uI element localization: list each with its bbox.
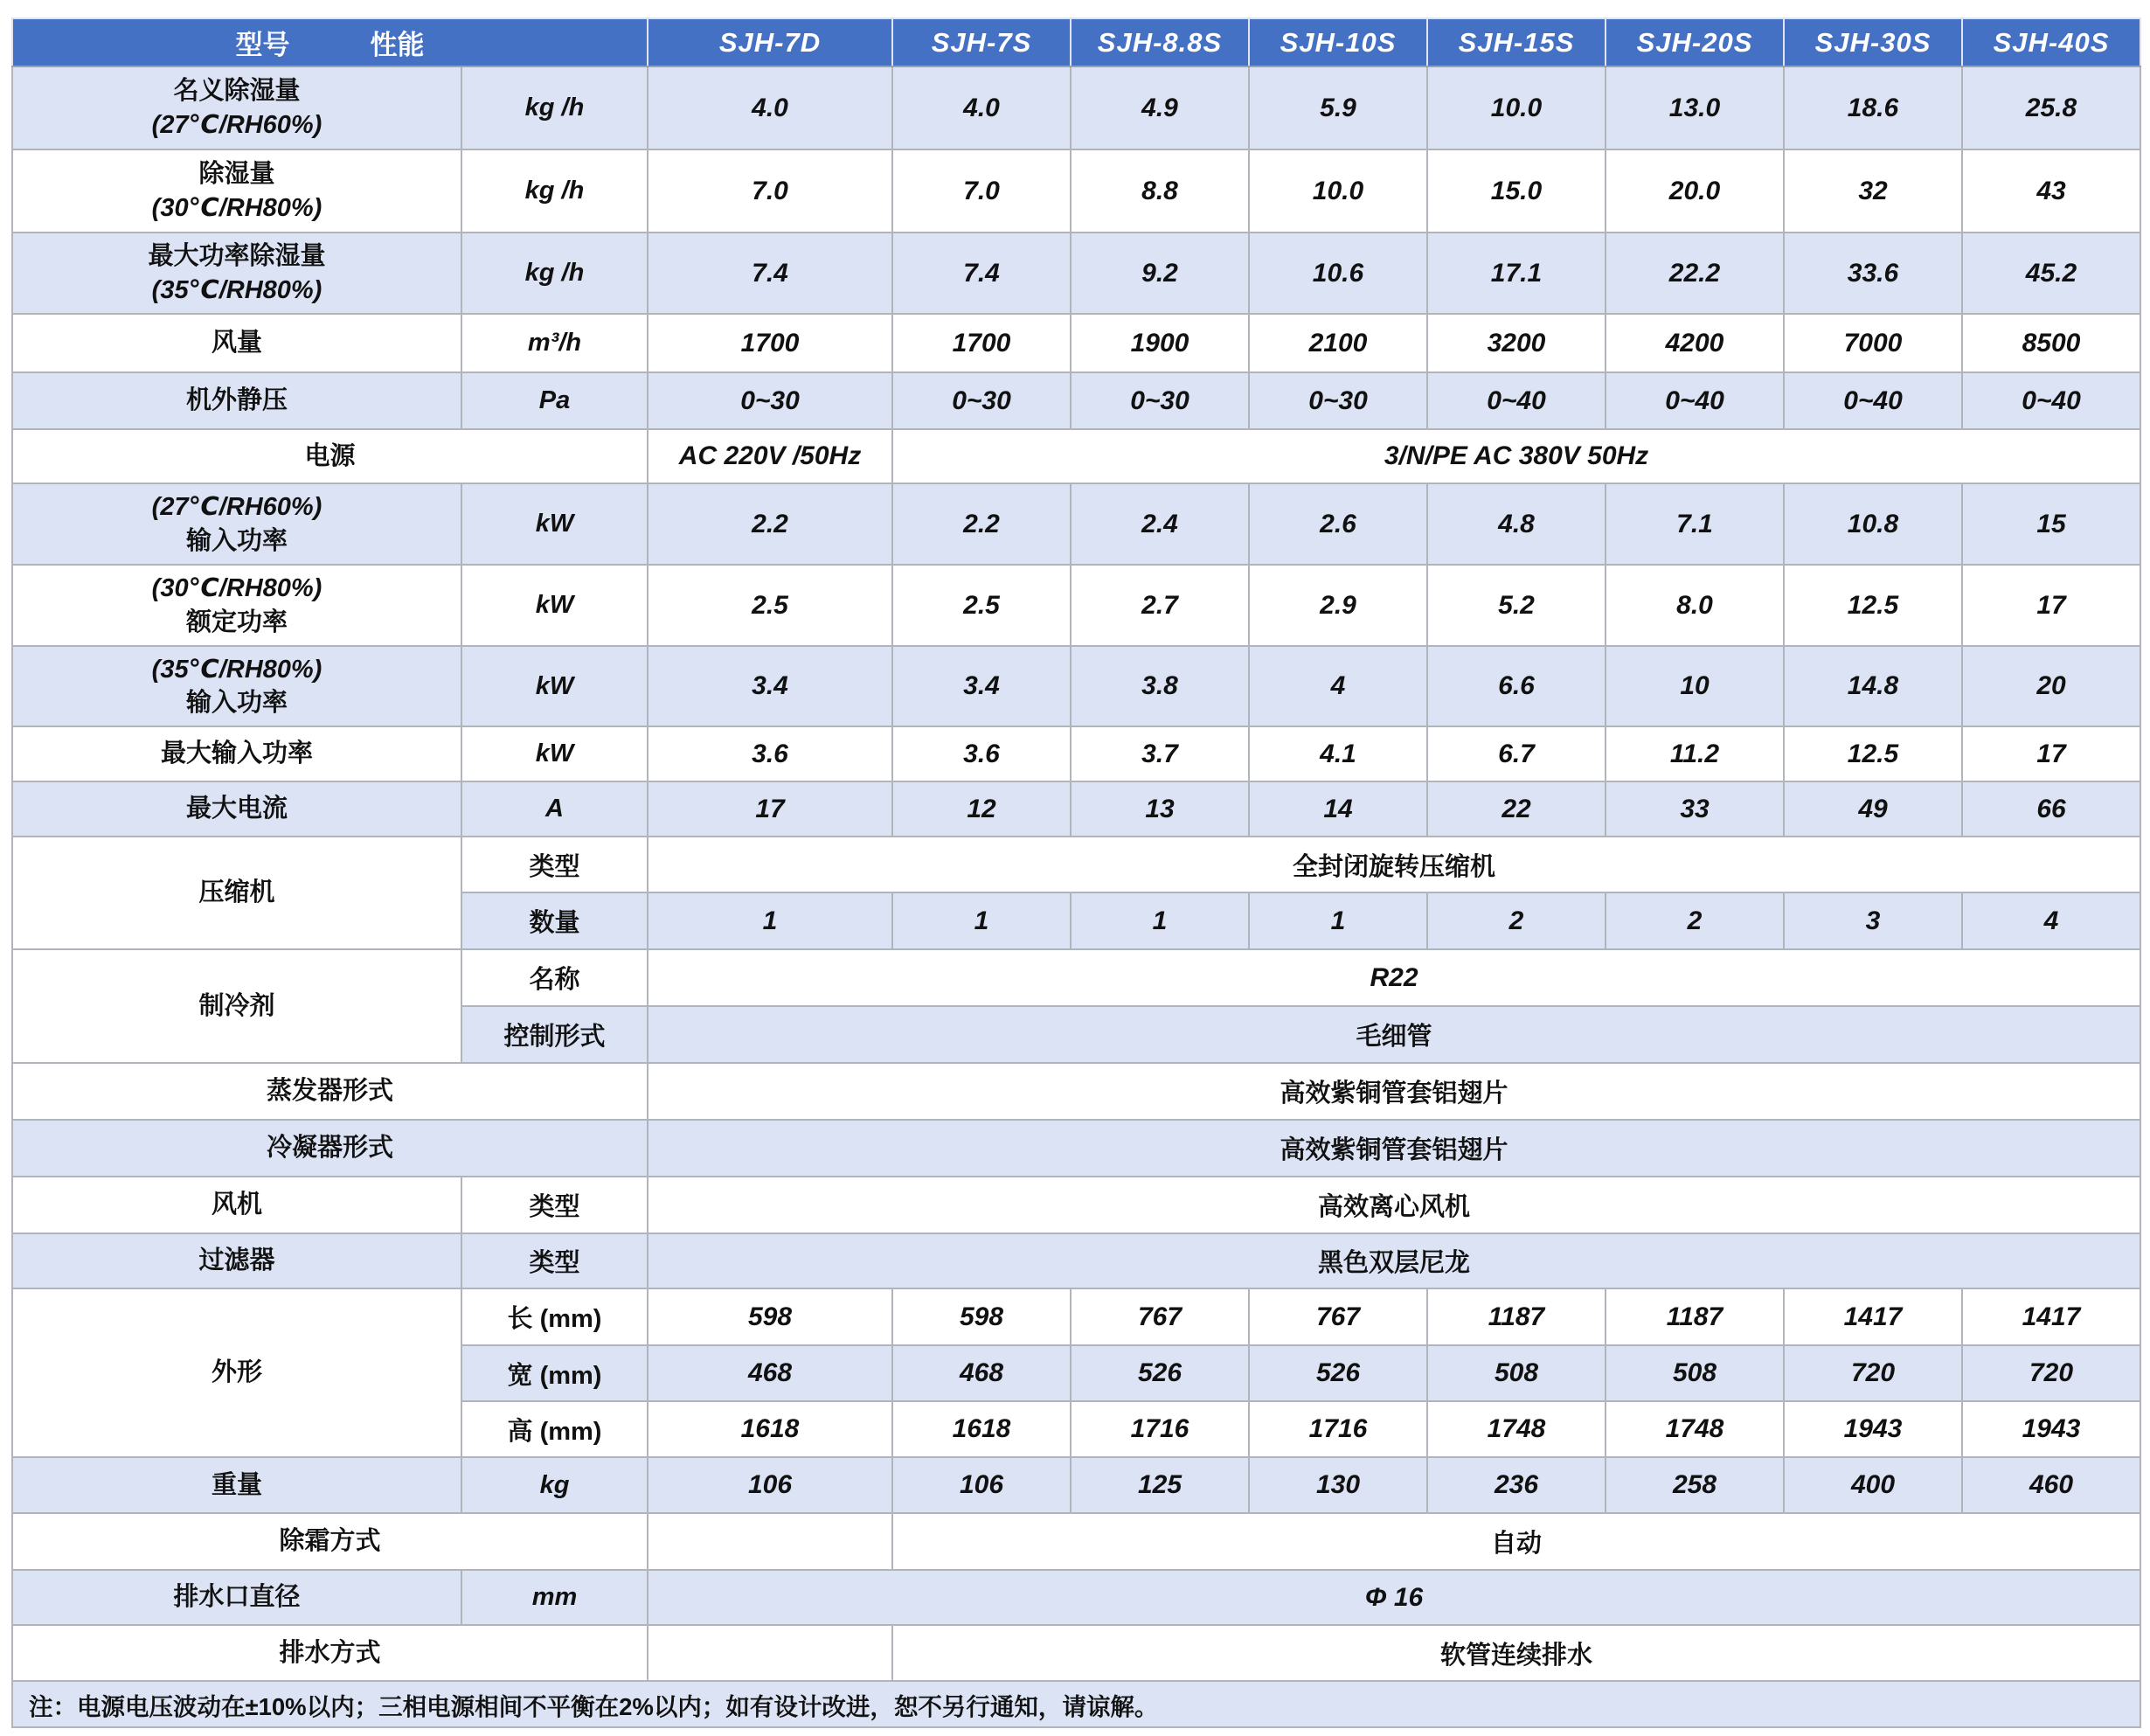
value-cell: 8.8 bbox=[1071, 149, 1249, 233]
value-cell: 2.5 bbox=[648, 565, 892, 646]
table-row bbox=[12, 949, 2140, 1006]
value-cell: 7.1 bbox=[1606, 483, 1784, 565]
value-cell: 14 bbox=[1249, 781, 1427, 837]
value-cell: 20 bbox=[1962, 646, 2140, 726]
row-sublabel: 宽 (mm) bbox=[461, 1345, 648, 1401]
value-cell: 125 bbox=[1071, 1457, 1249, 1513]
value-cell: 15 bbox=[1962, 483, 2140, 565]
row-label: 重量 bbox=[12, 1457, 461, 1513]
row-unit: kg /h bbox=[461, 149, 648, 233]
row-sublabel: 长 (mm) bbox=[461, 1288, 648, 1345]
value-cell: 10 bbox=[1606, 646, 1784, 726]
value-cell: 1 bbox=[648, 892, 892, 949]
row-label: 最大电流 bbox=[12, 781, 461, 837]
value-cell: 14.8 bbox=[1784, 646, 1962, 726]
value-cell: 767 bbox=[1249, 1288, 1427, 1345]
value-cell: 2.5 bbox=[892, 565, 1071, 646]
table-row bbox=[12, 372, 2140, 429]
empty-cell bbox=[648, 1625, 892, 1681]
model-name: SJH-15S bbox=[1458, 26, 1575, 58]
value-cell: 258 bbox=[1606, 1457, 1784, 1513]
value-cell: 1716 bbox=[1071, 1401, 1249, 1457]
value-cell: 33 bbox=[1606, 781, 1784, 837]
value-cell: 7.0 bbox=[892, 149, 1071, 233]
value-cell: 2.7 bbox=[1071, 565, 1249, 646]
model-header bbox=[1427, 18, 1606, 66]
table-row bbox=[12, 1120, 2140, 1177]
table-row bbox=[12, 726, 2140, 781]
row-label: 风机 bbox=[12, 1177, 461, 1233]
value-cell: 8500 bbox=[1962, 314, 2140, 372]
value-cell: 468 bbox=[648, 1345, 892, 1401]
value-cell: 3.6 bbox=[892, 726, 1071, 781]
value-cell: 2.2 bbox=[892, 483, 1071, 565]
value-cell: 1748 bbox=[1427, 1401, 1606, 1457]
row-unit: kW bbox=[461, 646, 648, 726]
row-label: 压缩机 bbox=[12, 837, 461, 949]
model-name: SJH-30S bbox=[1814, 26, 1932, 58]
spec-table bbox=[11, 17, 2141, 1728]
row-sublabel: 类型 bbox=[461, 1177, 648, 1233]
value-cell: 1 bbox=[1249, 892, 1427, 949]
value-cell: 1700 bbox=[892, 314, 1071, 372]
table-row bbox=[12, 1233, 2140, 1288]
value-cell: 4 bbox=[1962, 892, 2140, 949]
value-cell: 2.6 bbox=[1249, 483, 1427, 565]
value-cell: 598 bbox=[892, 1288, 1071, 1345]
row-unit: kg /h bbox=[461, 233, 648, 314]
model-header bbox=[1071, 18, 1249, 66]
value-cell: 1417 bbox=[1784, 1288, 1962, 1345]
value-cell: 2.9 bbox=[1249, 565, 1427, 646]
value-cell: 5.2 bbox=[1427, 565, 1606, 646]
row-label: 最大功率除湿量 (35℃/RH80%) bbox=[12, 233, 461, 314]
row-unit: kg bbox=[461, 1457, 648, 1513]
row-label: (35℃/RH80%) 输入功率 bbox=[12, 646, 461, 726]
value-cell: 32 bbox=[1784, 149, 1962, 233]
value-cell: 0~40 bbox=[1784, 372, 1962, 429]
value-cell: 4.1 bbox=[1249, 726, 1427, 781]
note-row bbox=[12, 1681, 2140, 1727]
corner-header-cell bbox=[12, 18, 648, 66]
value-cell: 2 bbox=[1606, 892, 1784, 949]
row-label: 过滤器 bbox=[12, 1233, 461, 1288]
value-cell-merged: 毛细管 bbox=[648, 1006, 2140, 1063]
value-cell: 2.4 bbox=[1071, 483, 1249, 565]
value-cell: 1748 bbox=[1606, 1401, 1784, 1457]
value-cell: 10.0 bbox=[1249, 149, 1427, 233]
table-row bbox=[12, 149, 2140, 233]
value-cell: 5.9 bbox=[1249, 66, 1427, 149]
value-cell: 43 bbox=[1962, 149, 2140, 233]
table-row bbox=[12, 1625, 2140, 1681]
value-cell-merged: 黑色双层尼龙 bbox=[648, 1233, 2140, 1288]
table-row bbox=[12, 1063, 2140, 1120]
value-cell: 508 bbox=[1606, 1345, 1784, 1401]
value-cell: 8.0 bbox=[1606, 565, 1784, 646]
value-cell: 0~30 bbox=[892, 372, 1071, 429]
value-cell: 1417 bbox=[1962, 1288, 2140, 1345]
value-cell: 7.4 bbox=[892, 233, 1071, 314]
row-label: 风量 bbox=[12, 314, 461, 372]
value-cell: 508 bbox=[1427, 1345, 1606, 1401]
value-cell: 10.0 bbox=[1427, 66, 1606, 149]
value-cell: 4.9 bbox=[1071, 66, 1249, 149]
value-cell: 720 bbox=[1962, 1345, 2140, 1401]
value-cell: 1187 bbox=[1427, 1288, 1606, 1345]
value-cell: AC 220V /50Hz bbox=[648, 429, 892, 483]
value-cell: 4200 bbox=[1606, 314, 1784, 372]
table-row bbox=[12, 1288, 2140, 1345]
table-row bbox=[12, 483, 2140, 565]
model-header bbox=[1784, 18, 1962, 66]
row-unit: kW bbox=[461, 483, 648, 565]
row-label: 排水口直径 bbox=[12, 1570, 461, 1625]
value-cell: 3.6 bbox=[648, 726, 892, 781]
value-cell: 130 bbox=[1249, 1457, 1427, 1513]
value-cell: 10.6 bbox=[1249, 233, 1427, 314]
value-cell: 7.4 bbox=[648, 233, 892, 314]
row-label: 除霜方式 bbox=[12, 1513, 648, 1570]
value-cell-merged: R22 bbox=[648, 949, 2140, 1006]
row-unit: kg /h bbox=[461, 66, 648, 149]
value-cell: 0~30 bbox=[648, 372, 892, 429]
value-cell: 18.6 bbox=[1784, 66, 1962, 149]
row-sublabel: 控制形式 bbox=[461, 1006, 648, 1063]
empty-cell bbox=[648, 1513, 892, 1570]
value-cell: 1700 bbox=[648, 314, 892, 372]
value-cell: 1618 bbox=[648, 1401, 892, 1457]
value-cell: 1618 bbox=[892, 1401, 1071, 1457]
row-label: 排水方式 bbox=[12, 1625, 648, 1681]
value-cell: 1943 bbox=[1962, 1401, 2140, 1457]
row-label: 名义除湿量 (27℃/RH60%) bbox=[12, 66, 461, 149]
value-cell: 720 bbox=[1784, 1345, 1962, 1401]
row-label: 蒸发器形式 bbox=[12, 1063, 648, 1120]
row-unit: kW bbox=[461, 726, 648, 781]
value-cell: 7000 bbox=[1784, 314, 1962, 372]
row-label: 除湿量 (30℃/RH80%) bbox=[12, 149, 461, 233]
value-cell: 3.4 bbox=[648, 646, 892, 726]
footnote: 注：电源电压波动在±10%以内；三相电源相间不平衡在2%以内；如有设计改进，恕不另行通知，请谅解。 bbox=[12, 1681, 2140, 1727]
table-row bbox=[12, 233, 2140, 314]
corner-label-model: 型号 bbox=[235, 30, 290, 60]
row-label: 制冷剂 bbox=[12, 949, 461, 1063]
value-cell: 4 bbox=[1249, 646, 1427, 726]
table-row bbox=[12, 646, 2140, 726]
value-cell: 66 bbox=[1962, 781, 2140, 837]
value-cell: 3200 bbox=[1427, 314, 1606, 372]
row-sublabel: 高 (mm) bbox=[461, 1401, 648, 1457]
value-cell: 4.8 bbox=[1427, 483, 1606, 565]
model-header bbox=[892, 18, 1071, 66]
value-cell: 0~30 bbox=[1249, 372, 1427, 429]
value-cell: 4.0 bbox=[892, 66, 1071, 149]
value-cell: 236 bbox=[1427, 1457, 1606, 1513]
value-cell: 7.0 bbox=[648, 149, 892, 233]
value-cell: 17 bbox=[1962, 726, 2140, 781]
value-cell: 3.4 bbox=[892, 646, 1071, 726]
value-cell: 598 bbox=[648, 1288, 892, 1345]
table-row bbox=[12, 66, 2140, 149]
value-cell: 400 bbox=[1784, 1457, 1962, 1513]
value-cell: 15.0 bbox=[1427, 149, 1606, 233]
value-cell-merged: 高效紫铜管套铝翅片 bbox=[648, 1063, 2140, 1120]
model-name: SJH-20S bbox=[1636, 26, 1753, 58]
value-cell: 1187 bbox=[1606, 1288, 1784, 1345]
value-cell-merged: Φ 16 bbox=[648, 1570, 2140, 1625]
value-cell: 49 bbox=[1784, 781, 1962, 837]
row-unit: mm bbox=[461, 1570, 648, 1625]
value-cell: 3.8 bbox=[1071, 646, 1249, 726]
value-cell: 460 bbox=[1962, 1457, 2140, 1513]
value-cell: 526 bbox=[1249, 1345, 1427, 1401]
value-cell: 13.0 bbox=[1606, 66, 1784, 149]
value-cell: 12.5 bbox=[1784, 565, 1962, 646]
value-cell: 0~30 bbox=[1071, 372, 1249, 429]
table-row bbox=[12, 429, 2140, 483]
value-cell: 12.5 bbox=[1784, 726, 1962, 781]
value-cell: 6.6 bbox=[1427, 646, 1606, 726]
model-header bbox=[1606, 18, 1784, 66]
value-cell-merged: 自动 bbox=[892, 1513, 2140, 1570]
table-row bbox=[12, 781, 2140, 837]
row-unit: Pa bbox=[461, 372, 648, 429]
model-name: SJH-40S bbox=[1993, 26, 2110, 58]
value-cell: 2100 bbox=[1249, 314, 1427, 372]
row-label: 冷凝器形式 bbox=[12, 1120, 648, 1177]
value-cell: 1 bbox=[892, 892, 1071, 949]
value-cell: 20.0 bbox=[1606, 149, 1784, 233]
table-header-row bbox=[12, 18, 2140, 66]
row-sublabel: 名称 bbox=[461, 949, 648, 1006]
value-cell: 0~40 bbox=[1606, 372, 1784, 429]
model-name: SJH-7D bbox=[718, 26, 822, 58]
value-cell: 22.2 bbox=[1606, 233, 1784, 314]
value-cell: 25.8 bbox=[1962, 66, 2140, 149]
value-cell: 1 bbox=[1071, 892, 1249, 949]
model-name: SJH-10S bbox=[1280, 26, 1397, 58]
value-cell: 1716 bbox=[1249, 1401, 1427, 1457]
value-cell: 468 bbox=[892, 1345, 1071, 1401]
value-cell: 17 bbox=[648, 781, 892, 837]
value-cell: 4.0 bbox=[648, 66, 892, 149]
value-cell: 3 bbox=[1784, 892, 1962, 949]
model-header bbox=[1962, 18, 2140, 66]
row-label: 电源 bbox=[12, 429, 648, 483]
row-label: 外形 bbox=[12, 1288, 461, 1457]
value-cell: 0~40 bbox=[1427, 372, 1606, 429]
value-cell: 12 bbox=[892, 781, 1071, 837]
row-sublabel: 类型 bbox=[461, 837, 648, 892]
value-cell-merged: 高效紫铜管套铝翅片 bbox=[648, 1120, 2140, 1177]
row-label: 机外静压 bbox=[12, 372, 461, 429]
value-cell-merged: 3/N/PE AC 380V 50Hz bbox=[892, 429, 2140, 483]
value-cell: 17.1 bbox=[1427, 233, 1606, 314]
table-row bbox=[12, 314, 2140, 372]
table-row bbox=[12, 1177, 2140, 1233]
value-cell-merged: 高效离心风机 bbox=[648, 1177, 2140, 1233]
value-cell: 33.6 bbox=[1784, 233, 1962, 314]
row-label: (27℃/RH60%) 输入功率 bbox=[12, 483, 461, 565]
value-cell-merged: 软管连续排水 bbox=[892, 1625, 2140, 1681]
model-name: SJH-8.8S bbox=[1097, 26, 1223, 58]
value-cell-merged: 全封闭旋转压缩机 bbox=[648, 837, 2140, 892]
value-cell: 767 bbox=[1071, 1288, 1249, 1345]
model-name: SJH-7S bbox=[931, 26, 1032, 58]
value-cell: 6.7 bbox=[1427, 726, 1606, 781]
value-cell: 11.2 bbox=[1606, 726, 1784, 781]
value-cell: 3.7 bbox=[1071, 726, 1249, 781]
corner-label-performance: 性能 bbox=[370, 30, 425, 60]
value-cell: 45.2 bbox=[1962, 233, 2140, 314]
value-cell: 9.2 bbox=[1071, 233, 1249, 314]
value-cell: 106 bbox=[648, 1457, 892, 1513]
value-cell: 106 bbox=[892, 1457, 1071, 1513]
row-label: 最大输入功率 bbox=[12, 726, 461, 781]
value-cell: 2 bbox=[1427, 892, 1606, 949]
table-row bbox=[12, 1513, 2140, 1570]
row-unit: A bbox=[461, 781, 648, 837]
value-cell: 22 bbox=[1427, 781, 1606, 837]
value-cell: 2.2 bbox=[648, 483, 892, 565]
value-cell: 17 bbox=[1962, 565, 2140, 646]
row-unit: kW bbox=[461, 565, 648, 646]
row-unit: m³/h bbox=[461, 314, 648, 372]
table-row bbox=[12, 1570, 2140, 1625]
model-header bbox=[1249, 18, 1427, 66]
value-cell: 0~40 bbox=[1962, 372, 2140, 429]
value-cell: 10.8 bbox=[1784, 483, 1962, 565]
value-cell: 526 bbox=[1071, 1345, 1249, 1401]
model-header bbox=[648, 18, 892, 66]
table-row bbox=[12, 837, 2140, 892]
value-cell: 13 bbox=[1071, 781, 1249, 837]
row-label: (30℃/RH80%) 额定功率 bbox=[12, 565, 461, 646]
table-row bbox=[12, 565, 2140, 646]
table-row bbox=[12, 1457, 2140, 1513]
value-cell: 1900 bbox=[1071, 314, 1249, 372]
value-cell: 1943 bbox=[1784, 1401, 1962, 1457]
row-sublabel: 类型 bbox=[461, 1233, 648, 1288]
row-sublabel: 数量 bbox=[461, 892, 648, 949]
